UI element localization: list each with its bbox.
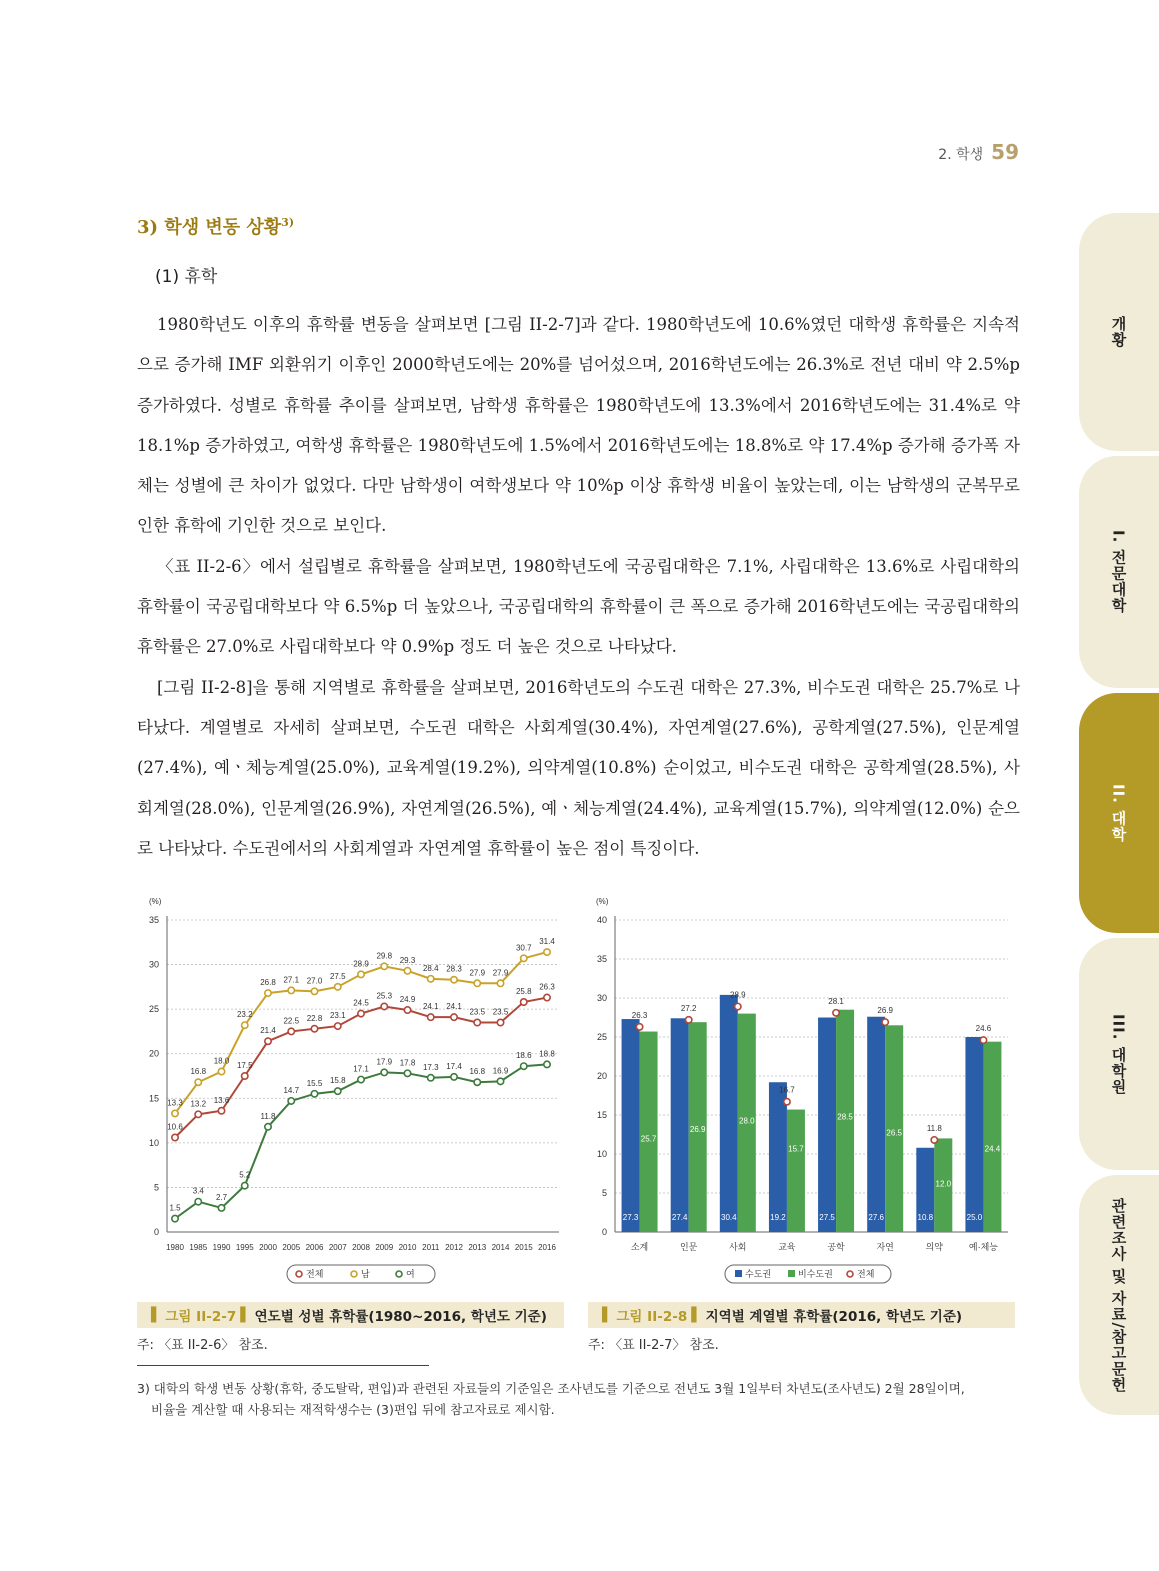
- data-label: 13.6: [213, 1095, 230, 1105]
- x-tick-label: 2016: [538, 1243, 556, 1252]
- data-label: 27.5: [329, 971, 346, 981]
- data-label: 22.5: [283, 1016, 300, 1026]
- bar-value-label: 27.6: [868, 1213, 884, 1222]
- data-point: [311, 1091, 317, 1097]
- side-tab-college[interactable]: [1079, 456, 1159, 688]
- legend-marker: [396, 1271, 402, 1277]
- data-point: [172, 1110, 178, 1116]
- data-label: 16.8: [190, 1067, 207, 1077]
- caption-marker-icon: ▌: [602, 1307, 613, 1323]
- data-point: [311, 1026, 317, 1032]
- x-tick-label: 의약: [925, 1242, 944, 1252]
- data-label: 5.2: [239, 1170, 251, 1180]
- data-point: [428, 1014, 434, 1020]
- x-tick-label: 소계: [630, 1242, 649, 1252]
- figure-caption-1: [137, 1302, 564, 1328]
- data-label: 29.3: [399, 955, 416, 965]
- bar-chart: [588, 890, 1015, 1290]
- tab-label: III. 대학원: [1109, 1013, 1128, 1095]
- data-label: 17.9: [376, 1057, 393, 1067]
- x-tick-label: 1990: [212, 1243, 231, 1252]
- data-point: [474, 980, 480, 986]
- y-tick-label: 5: [153, 1182, 159, 1193]
- paragraph: 〈표 II-2-6〉에서 설립별로 휴학률을 살펴보면, 1980학년도에 국공립대학은 7.1%, 사립대학은 13.6%로 사립대학의 휴학률이 국공립대학보다 약 6.5%p 더 높았으나, 국공립대학의 휴학률이 큰 폭으로 증가해 2016학년도에는 국공립대학의 휴학률은 27.0%로 사립대학보다 약 0.9%p 정도 더 높은 것으로 나타났다.: [137, 556, 1020, 657]
- y-tick-label: 15: [596, 1110, 607, 1120]
- data-label: 2.7: [215, 1192, 228, 1202]
- data-point: [381, 1003, 387, 1009]
- data-label: 17.8: [399, 1058, 416, 1068]
- total-value-label: 27.2: [680, 1003, 697, 1013]
- body-text: [137, 305, 1020, 869]
- y-axis-unit: (%): [596, 897, 609, 906]
- data-point: [451, 1074, 457, 1080]
- legend-label: 전체: [306, 1269, 324, 1279]
- x-tick-label: 2000: [259, 1243, 277, 1252]
- x-tick-label: 자연: [876, 1242, 894, 1252]
- paragraph: [그림 II-2-8]을 통해 지역별로 휴학률을 살펴보면, 2016학년도의 수도권 대학은 27.3%, 비수도권 대학은 25.7%로 나타났다. 계열별로 자세히 살펴보면, 수도권 대학은 사회계열(30.4%), 자연계열(27.6%), 공학계열(27.5%), 인문계열(27.4%), 예ㆍ체능계열(25.0%), 교육계열(19.2%), 의약계열(10.8%) 순이었고, 비수도권 대학은 공학계열(28.5%), 사회계열(28.0%), 인문계열(26.9%), 자연계열(26.5%), 예ㆍ체능계열(24.4%), 교육계열(15.7%), 의약계열(12.0%) 순으로 나타났다. 수도권에서의 사회계열과 자연계열 휴학률이 높은 점이 특징이다.: [137, 677, 1020, 858]
- data-label: 23.5: [492, 1007, 509, 1017]
- side-tab-graduate[interactable]: [1079, 938, 1159, 1170]
- data-point: [288, 1098, 294, 1104]
- line-chart: [137, 890, 567, 1290]
- figure-caption-2: [588, 1302, 1015, 1328]
- data-label: 25.8: [515, 987, 532, 997]
- data-point: [311, 988, 317, 994]
- side-tab-overview[interactable]: [1079, 213, 1159, 451]
- figure-title: 연도별 성별 휴학률(1980~2016, 학년도 기준): [254, 1309, 547, 1325]
- data-label: 28.4: [422, 963, 439, 973]
- bar-value-label: 27.4: [671, 1213, 688, 1222]
- data-point: [172, 1215, 178, 1221]
- y-tick-label: 15: [148, 1093, 159, 1104]
- data-point: [521, 999, 527, 1005]
- data-label: 21.4: [260, 1026, 276, 1036]
- data-label: 15.8: [329, 1076, 346, 1086]
- y-tick-label: 20: [596, 1071, 607, 1081]
- bar-value-label: 12.0: [935, 1179, 952, 1189]
- data-point: [521, 955, 527, 961]
- bar-value-label: 15.7: [788, 1144, 804, 1154]
- data-point: [474, 1079, 480, 1085]
- legend-label: 여: [406, 1269, 415, 1279]
- bar-noncapital: [787, 1110, 805, 1232]
- legend-label: 전체: [857, 1269, 875, 1279]
- data-label: 15.5: [306, 1078, 323, 1088]
- data-label: 24.5: [353, 998, 369, 1008]
- data-point: [521, 1063, 527, 1069]
- y-tick-label: 30: [596, 993, 607, 1003]
- x-tick-label: 2008: [352, 1243, 370, 1252]
- total-value-label: 26.9: [877, 1006, 893, 1016]
- y-tick-label: 40: [596, 915, 607, 925]
- data-point: [497, 980, 503, 986]
- y-tick-label: 35: [148, 915, 159, 925]
- data-point: [497, 1019, 503, 1025]
- bar-capital: [769, 1082, 787, 1232]
- legend-marker: [735, 1270, 742, 1277]
- legend-marker: [351, 1271, 357, 1277]
- bar-capital: [671, 1018, 689, 1232]
- data-label: 1.5: [169, 1203, 181, 1213]
- caption-marker-icon: ▌: [691, 1307, 702, 1323]
- figure-label: 그림 II-2-7: [165, 1309, 237, 1325]
- total-value-label: 28.1: [828, 996, 844, 1006]
- data-label: 11.8: [260, 1111, 276, 1121]
- bar-value-label: 28.0: [739, 1116, 755, 1126]
- bar-value-label: 30.4: [721, 1213, 737, 1222]
- data-point: [242, 1022, 248, 1028]
- total-value-label: 11.8: [926, 1123, 942, 1133]
- bar-noncapital: [640, 1032, 658, 1232]
- data-point: [358, 1010, 364, 1016]
- data-point: [242, 1182, 248, 1188]
- data-label: 18.6: [515, 1051, 532, 1061]
- data-label: 17.3: [422, 1062, 439, 1072]
- data-label: 16.9: [492, 1066, 509, 1076]
- data-point: [381, 963, 387, 969]
- data-label: 26.8: [260, 978, 276, 988]
- data-point: [428, 976, 434, 982]
- x-tick-label: 2009: [375, 1243, 394, 1252]
- data-point: [497, 1078, 503, 1084]
- data-label: 23.5: [469, 1007, 486, 1017]
- total-marker: [833, 1010, 839, 1016]
- y-tick-label: 35: [596, 954, 607, 964]
- data-point: [242, 1073, 248, 1079]
- data-label: 14.7: [283, 1085, 300, 1095]
- data-label: 18.0: [213, 1056, 230, 1066]
- page-header: [938, 140, 1019, 164]
- data-label: 23.1: [329, 1011, 346, 1021]
- data-point: [358, 971, 364, 977]
- y-tick-label: 0: [153, 1227, 159, 1237]
- data-point: [451, 977, 457, 983]
- figure-label: 그림 II-2-8: [616, 1309, 688, 1325]
- data-point: [381, 1069, 387, 1075]
- y-tick-label: 25: [596, 1032, 607, 1042]
- y-tick-label: 25: [148, 1004, 159, 1015]
- data-point: [544, 1061, 550, 1067]
- x-tick-label: 2014: [491, 1243, 510, 1252]
- y-tick-label: 5: [601, 1188, 607, 1198]
- data-label: 17.1: [353, 1064, 369, 1074]
- bar-value-label: 27.5: [819, 1213, 835, 1222]
- x-tick-label: 공학: [827, 1242, 845, 1252]
- data-point: [288, 1028, 294, 1034]
- x-tick-label: 2007: [328, 1243, 347, 1252]
- x-tick-label: 인문: [679, 1242, 698, 1252]
- x-tick-label: 예·체능: [968, 1242, 998, 1252]
- data-label: 29.8: [376, 951, 393, 961]
- x-tick-label: 2012: [445, 1243, 463, 1252]
- footnote-mark: 3): [281, 216, 295, 229]
- data-point: [404, 968, 410, 974]
- caption-marker-icon: ▌: [240, 1307, 251, 1323]
- caption-marker-icon: ▌: [151, 1307, 162, 1323]
- data-point: [218, 1108, 224, 1114]
- paragraph: 1980학년도 이후의 휴학률 변동을 살펴보면 [그림 II-2-7]과 같다. 1980학년도에 10.6%였던 대학생 휴학률은 지속적으로 증가해 IMF 외환위기 이후인 2000학년도에는 20%를 넘어섰으며, 2016학년도에는 26.3%로 전년 대비 약 2.5%p 증가하였다. 성별로 휴학률 추이를 살펴보면, 남학생 휴학률은 1980학년도에 13.3%에서 2016학년도에는 31.4%로 약 18.1%p 증가하였고, 여학생 휴학률은 1980학년도에 1.5%에서 2016학년도에는 18.8%로 약 17.4%p 증가해 증가폭 자체는 성별에 큰 차이가 없었다. 다만 남학생이 여학생보다 약 10%p 이상 휴학생 비율이 높았는데, 이는 남학생의 군복무로 인한 휴학에 기인한 것으로 보인다.: [137, 315, 1020, 536]
- footnote: [137, 1378, 1027, 1420]
- data-label: 27.9: [469, 968, 486, 978]
- footnote-line: 비율을 계산할 때 사용되는 재적학생수는 (3)편입 뒤에 참고자료로 제시함.: [151, 1402, 555, 1417]
- tab-label: I. 전문대학: [1109, 530, 1128, 614]
- bar-value-label: 28.5: [837, 1112, 853, 1122]
- total-value-label: 24.6: [975, 1024, 992, 1034]
- data-label: 24.1: [422, 1002, 439, 1012]
- data-point: [218, 1068, 224, 1074]
- data-point: [195, 1111, 201, 1117]
- data-point: [172, 1134, 178, 1140]
- x-tick-label: 1985: [189, 1243, 208, 1252]
- bar-capital: [720, 995, 738, 1232]
- bar-value-label: 19.2: [770, 1213, 786, 1222]
- page-number: 59: [991, 140, 1019, 164]
- data-label: 31.4: [539, 937, 555, 947]
- x-tick-label: 2010: [398, 1243, 417, 1252]
- bar-value-label: 26.9: [689, 1125, 706, 1135]
- section-title-text: 3) 학생 변동 상황: [137, 217, 282, 238]
- data-label: 24.1: [446, 1002, 462, 1012]
- data-label: 24.9: [399, 995, 416, 1005]
- data-label: 27.1: [283, 975, 300, 985]
- total-marker: [784, 1099, 790, 1105]
- bar-value-label: 25.7: [640, 1134, 657, 1144]
- running-head: 2. 학생: [938, 147, 984, 163]
- total-marker: [685, 1017, 691, 1023]
- tab-label: 관련조사 및 자료/참고문헌: [1109, 1197, 1128, 1393]
- bar-value-label: 26.5: [886, 1128, 902, 1138]
- footnote-line: 3) 대학의 학생 변동 상황(휴학, 중도탈락, 편입)과 관련된 자료들의 기준일은 조사년도를 기준으로 전년도 3월 1일부터 차년도(조사년도) 2월 28일이며,: [137, 1381, 965, 1396]
- y-tick-label: 0: [601, 1227, 607, 1237]
- bar-value-label: 10.8: [917, 1213, 934, 1222]
- figure-title: 지역별 계열별 휴학률(2016, 학년도 기준): [705, 1309, 963, 1325]
- x-tick-label: 2015: [514, 1243, 533, 1252]
- legend-label: 비수도권: [798, 1269, 833, 1279]
- total-value-label: 16.7: [779, 1085, 795, 1095]
- bar-value-label: 24.4: [984, 1144, 1001, 1154]
- y-tick-label: 30: [148, 959, 159, 970]
- data-point: [288, 987, 294, 993]
- x-tick-label: 1995: [235, 1243, 254, 1252]
- data-label: 27.9: [492, 968, 509, 978]
- data-label: 23.2: [236, 1010, 253, 1020]
- data-label: 13.3: [167, 1098, 183, 1108]
- data-label: 28.3: [446, 964, 462, 974]
- data-label: 17.5: [236, 1061, 253, 1070]
- data-label: 10.6: [167, 1122, 183, 1132]
- x-tick-label: 교육: [778, 1242, 796, 1252]
- legend-label: 남: [361, 1269, 370, 1279]
- total-value-label: 26.3: [631, 1010, 648, 1020]
- total-marker: [882, 1019, 888, 1025]
- data-point: [544, 994, 550, 1000]
- data-point: [404, 1007, 410, 1013]
- data-label: 25.3: [376, 991, 393, 1001]
- data-point: [265, 990, 271, 996]
- bar-capital: [818, 1018, 836, 1233]
- side-tab-university[interactable]: [1079, 693, 1159, 933]
- data-point: [195, 1198, 201, 1204]
- bar-value-label: 25.0: [966, 1213, 983, 1222]
- x-tick-label: 2006: [305, 1243, 324, 1252]
- total-marker: [735, 1003, 741, 1009]
- data-label: 18.8: [539, 1049, 555, 1059]
- x-tick-label: 사회: [729, 1242, 747, 1252]
- y-tick-label: 10: [148, 1137, 159, 1148]
- bar-capital: [867, 1017, 885, 1232]
- data-point: [544, 949, 550, 955]
- side-tab-references[interactable]: [1079, 1175, 1159, 1415]
- total-marker: [931, 1137, 937, 1143]
- subsection-title: (1) 휴학: [155, 267, 218, 287]
- tab-label: II. 대학: [1109, 783, 1128, 843]
- data-point: [404, 1070, 410, 1076]
- data-point: [265, 1038, 271, 1044]
- legend-marker: [296, 1271, 302, 1277]
- bar-noncapital: [983, 1042, 1001, 1232]
- footnote-divider: [137, 1365, 429, 1366]
- x-tick-label: 1980: [166, 1243, 184, 1252]
- data-label: 3.4: [192, 1186, 204, 1196]
- data-point: [265, 1124, 271, 1130]
- data-point: [335, 1088, 341, 1094]
- data-point: [218, 1205, 224, 1211]
- data-point: [195, 1079, 201, 1085]
- data-point: [335, 984, 341, 990]
- legend-label: 수도권: [745, 1269, 772, 1279]
- total-marker: [980, 1037, 986, 1043]
- bar-value-label: 27.3: [622, 1213, 639, 1222]
- legend-marker: [788, 1270, 795, 1277]
- x-tick-label: 2011: [422, 1243, 440, 1252]
- y-tick-label: 20: [148, 1048, 159, 1059]
- data-label: 17.4: [446, 1061, 462, 1071]
- data-point: [428, 1075, 434, 1081]
- data-label: 13.2: [190, 1099, 207, 1109]
- section-title: [137, 213, 294, 239]
- total-value-label: 28.9: [730, 990, 746, 1000]
- data-point: [451, 1014, 457, 1020]
- data-label: 26.3: [539, 982, 555, 992]
- data-label: 16.8: [469, 1067, 486, 1077]
- figure-note-1: 주: 〈표 II-2-6〉 참조.: [137, 1338, 268, 1353]
- bar-capital: [622, 1019, 640, 1232]
- data-label: 28.9: [353, 959, 369, 969]
- data-point: [358, 1076, 364, 1082]
- bar-capital: [965, 1037, 983, 1232]
- tab-label: 개황: [1109, 316, 1128, 348]
- legend-marker: [847, 1271, 853, 1277]
- y-tick-label: 10: [596, 1149, 607, 1159]
- data-label: 27.0: [306, 976, 323, 986]
- figure-note-2: 주: 〈표 II-2-7〉 참조.: [588, 1338, 719, 1353]
- x-tick-label: 2013: [468, 1243, 487, 1252]
- x-tick-label: 2005: [282, 1243, 301, 1252]
- data-point: [335, 1023, 341, 1029]
- total-marker: [636, 1024, 642, 1030]
- data-label: 30.7: [515, 943, 532, 953]
- y-axis-unit: (%): [149, 897, 162, 906]
- data-label: 22.8: [306, 1013, 323, 1023]
- data-point: [474, 1019, 480, 1025]
